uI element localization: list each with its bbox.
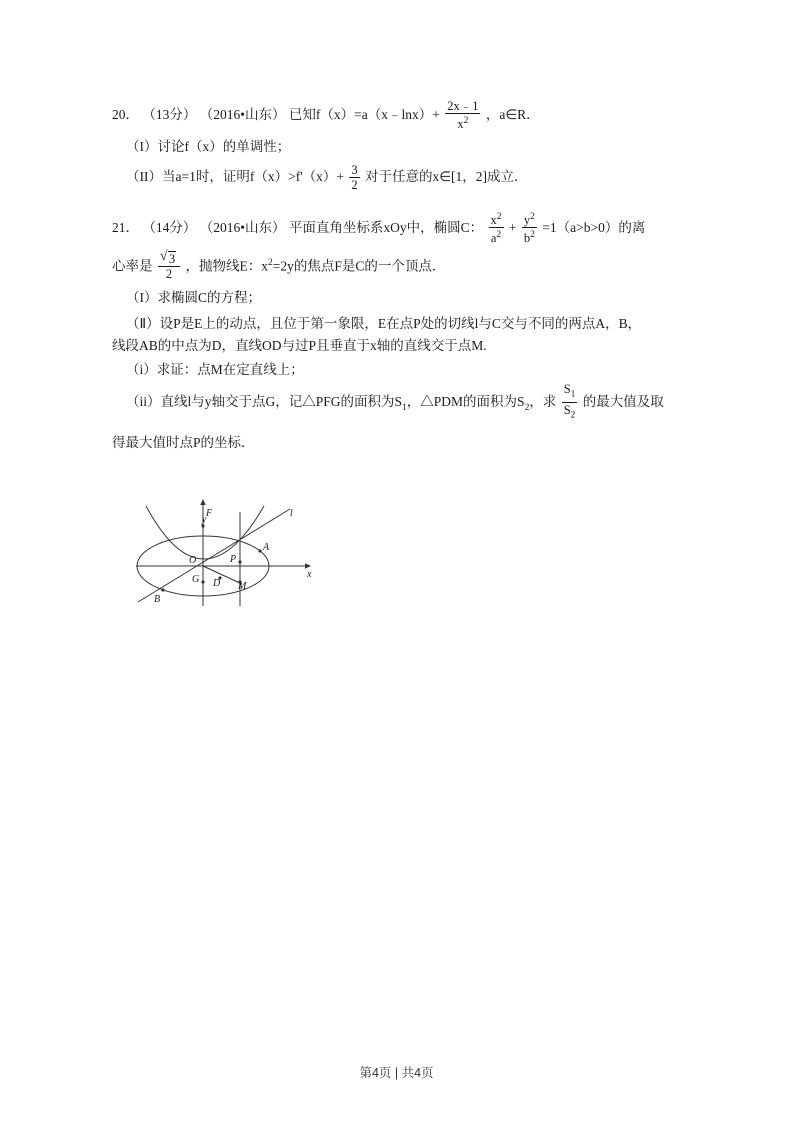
num-base: x [490, 212, 497, 227]
label-D: D [213, 578, 221, 589]
question-21-part-i: （i）求证：点M在定直线上； [126, 362, 304, 378]
eccentricity-numerator [158, 251, 180, 266]
point-A [258, 549, 261, 552]
ratio-den-base: S [563, 402, 571, 417]
question-21-fraction-x2a2 [489, 210, 504, 245]
question-21-stem-mid: =1（a>b>0）的离 [542, 219, 646, 235]
num-base: y [523, 212, 531, 227]
question-21-part-ii-b: ，△PDM的面积为S [406, 394, 525, 410]
question-20-part-2-before: （II）当a=1时，证明f（x）>f'（x）+ [126, 169, 344, 185]
den-exponent: 2 [530, 229, 535, 240]
page-footer: 第4页 | 共4页 [359, 1066, 434, 1080]
question-21-line2-exponent: 2 [268, 257, 273, 268]
question-21-plus: + [508, 219, 517, 235]
x-axis-arrow [305, 563, 311, 568]
fraction-denominator-a2 [489, 227, 504, 245]
question-21-part-2-cont: 线段AB的中点为D，直线OD与过P且垂直于x轴的直线交于点M. [112, 338, 487, 354]
line-od [203, 566, 242, 584]
eccentricity-denominator: 2 [158, 266, 180, 281]
question-21 [112, 211, 692, 461]
question-21-line2-before: 心率是 [112, 258, 153, 274]
s1-subscript: 1 [402, 403, 407, 414]
label-P: P [230, 554, 237, 565]
num-exponent: 2 [530, 211, 535, 222]
ratio-numerator [562, 382, 578, 402]
figure-svg [118, 494, 338, 619]
question-21-part-2: （Ⅱ）设P是E上的动点，且位于第一象限，E在点P处的切线l与C交与不同的两点A，B， [126, 316, 642, 332]
den-base: b [523, 230, 531, 245]
question-20-number: 20． [112, 107, 139, 123]
den-base: a [490, 230, 497, 245]
label-B: B [154, 594, 161, 605]
question-20-fraction-numerator: 2x﹣1 [447, 99, 479, 113]
question-20-fraction-denominator [445, 113, 480, 131]
y-axis-arrow [200, 499, 205, 505]
label-A: A [263, 542, 270, 553]
question-21-part-ii-c: ，求 [529, 394, 557, 410]
question-21-part-ii-a: （ii）直线l与y轴交于点G，记△PFG的面积为S [126, 394, 403, 410]
point-G [201, 580, 204, 583]
question-20-fraction [445, 99, 480, 131]
question-21-part-ii-d: 的最大值及取 [582, 394, 664, 410]
question-21-eccentricity-fraction [158, 251, 180, 281]
ratio-num-sub: 1 [570, 389, 576, 400]
question-21-line2-after-a: ，抛物线E：x [185, 258, 268, 274]
question-21-source: （2016•山东） [199, 219, 286, 235]
label-l: l [290, 508, 293, 519]
question-20-source: （2016•山东） [199, 107, 286, 123]
den-exponent: 2 [463, 116, 469, 126]
question-20-part-2-fraction-denominator: 2 [351, 177, 358, 192]
label-x: x [307, 569, 312, 580]
question-21-fraction-y2b2 [522, 210, 537, 245]
label-F: F [206, 508, 213, 519]
num-exponent: 2 [496, 211, 502, 222]
den-exponent: 2 [496, 229, 502, 240]
question-21-stem [112, 211, 692, 246]
question-20-score: （13分） [142, 107, 197, 123]
question-21-part-1: （I）求椭圆C的方程； [126, 290, 261, 306]
fraction-numerator-x2 [489, 210, 504, 227]
question-21-number: 21． [112, 219, 139, 235]
point-P [238, 560, 241, 563]
question-21-ratio-fraction [562, 382, 578, 422]
sqrt-radicand: 3 [168, 252, 176, 267]
question-21-stem-line2 [112, 246, 692, 284]
question-20-stem-after: ，a∈R． [485, 107, 540, 123]
question-20-part-2-fraction-numerator: 3 [351, 162, 358, 177]
question-21-part-ii [112, 383, 692, 426]
document-content [112, 100, 692, 466]
label-O: O [189, 555, 197, 566]
ratio-den-sub: 2 [570, 410, 576, 421]
question-20-part-2 [112, 162, 692, 192]
question-20-stem-before: 已知f（x）=a（x﹣lnx）+ [288, 107, 440, 123]
question-20-part-2-fraction [349, 163, 359, 192]
sqrt-symbol [160, 251, 178, 266]
s2-subscript: 2 [524, 403, 530, 414]
question-20-stem [112, 100, 692, 132]
question-21-part-ii-last: 得最大值时点P的坐标． [112, 435, 255, 451]
label-M: M [238, 581, 247, 592]
question-21-score: （14分） [142, 219, 197, 235]
ratio-denominator [562, 402, 578, 423]
question-21-line2-after-b: =2y的焦点F是C的一个顶点． [272, 258, 446, 274]
ellipse-parabola-figure [118, 494, 338, 619]
label-y: y [202, 514, 207, 525]
question-21-stem-before: 平面直角坐标系xOy中，椭圆C： [288, 219, 484, 235]
ratio-num-base: S [563, 382, 571, 397]
question-20-part-2-after: 对于任意的x∈[1，2]成立． [365, 169, 528, 185]
fraction-numerator-y2 [522, 210, 537, 227]
label-G: G [192, 574, 200, 585]
point-B [161, 588, 164, 591]
den-base: x [457, 117, 464, 132]
question-20-part-1: （I）讨论f（x）的单调性； [126, 139, 291, 155]
fraction-denominator-b2 [522, 227, 537, 245]
question-20 [112, 100, 692, 193]
